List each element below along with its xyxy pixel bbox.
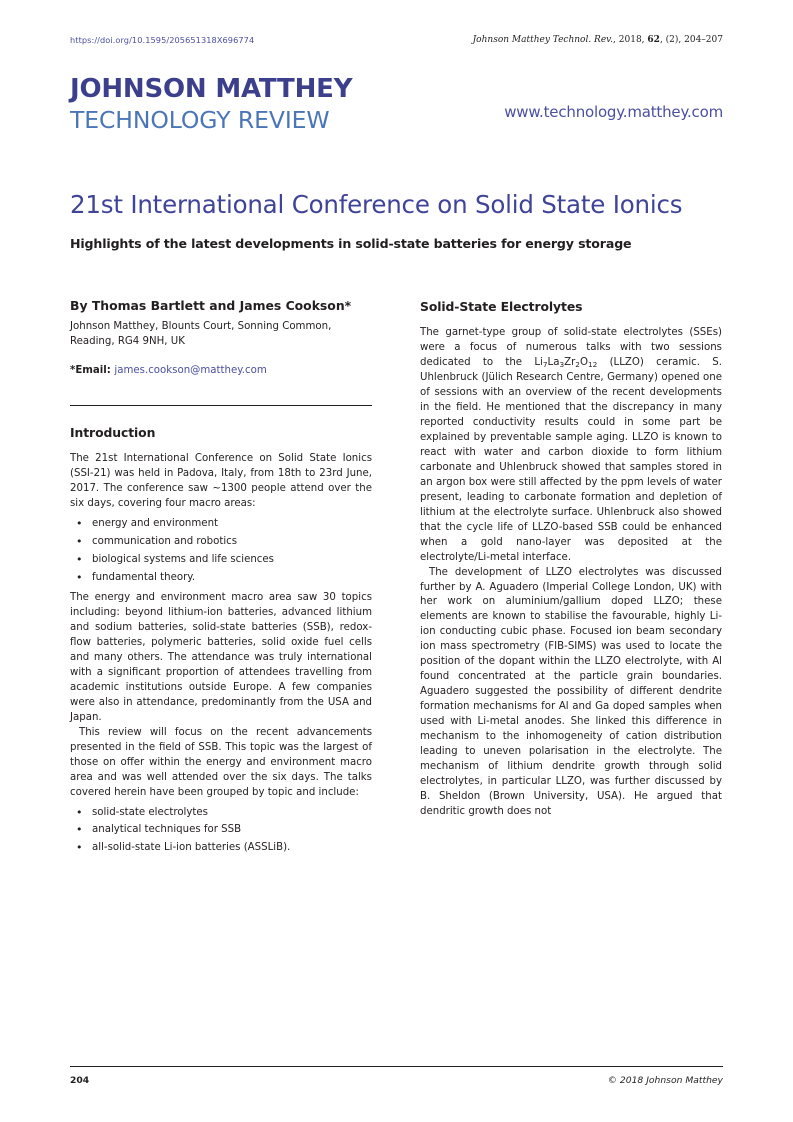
subscript: 12 bbox=[587, 359, 598, 369]
masthead bbox=[70, 75, 723, 133]
left-column bbox=[70, 298, 372, 862]
journal-reference bbox=[473, 35, 723, 45]
paragraph: The 21st International Conference on Solid State Ionics (SSI-21) was held in Padova, Italy, from 18th to 23rd June, 2017. The conference saw ~1300 people attend over the six days, covering four macro areas: bbox=[70, 452, 372, 509]
list-item: • biological systems and life sciences bbox=[70, 553, 372, 568]
doi-link[interactable]: https://doi.org/10.1595/205651318X696774 bbox=[70, 35, 255, 45]
subscript: 3 bbox=[559, 359, 565, 369]
list-item: • analytical techniques for SSB bbox=[70, 823, 372, 838]
journal-year: , 2018, bbox=[613, 35, 648, 45]
logo-line-primary: JOHNSON MATTHEY bbox=[70, 74, 353, 104]
email-address[interactable]: james.cookson@matthey.com bbox=[114, 364, 267, 376]
macro-areas-list bbox=[70, 517, 372, 586]
article-subtitle: Highlights of the latest developments in solid-state batteries for energy storage bbox=[70, 235, 632, 251]
journal-volume: 62 bbox=[647, 35, 660, 45]
page-number: 204 bbox=[70, 1075, 90, 1086]
author-affiliation: Johnson Matthey, Blounts Court, Sonning Common, Reading, RG4 9NH, UK bbox=[70, 320, 332, 347]
section-heading-introduction: Introduction bbox=[70, 424, 156, 440]
subscript: 7 bbox=[542, 359, 548, 369]
subscript: 2 bbox=[575, 359, 580, 369]
section-heading-solid-state-electrolytes: Solid-State Electrolytes bbox=[420, 298, 583, 314]
journal-logo bbox=[70, 75, 352, 133]
paragraph: The energy and environment macro area saw 30 topics including: beyond lithium-ion batteries, advanced lithium and sodium batteries, solid-state batteries (SSB), redox-flow batteries, polymeric batteries, solid oxide fuel cells and many others. The attendance was truly international with a significant proportion of attendees travelling from academic institutions outside Europe. A few companies were also in attendance, predominantly from the USA and Japan. bbox=[70, 591, 372, 723]
website-link[interactable]: www.technology.matthey.com bbox=[504, 103, 723, 121]
author-byline: By Thomas Bartlett and James Cookson* bbox=[70, 297, 352, 313]
email-label: *Email: bbox=[70, 364, 115, 376]
article-body bbox=[70, 298, 723, 862]
text-run: (LLZO) ceramic. S. Uhlenbruck (Jülich Research Centre, Germany) opened one of sessions with an overview of the recent developments in the field. He mentioned that the discrepancy in many reported conductivity results could in some part be explained by preventable sample aging. LLZO is known to react with water and carbon dioxide to form lithium carbonate and Uhlenbruck showed that samples stored in an argon box were still affected by the ppm levels of water present, leading to carbonate formation and depletion of lithium at the electrolyte surface. Uhlenbruck also showed that the cycle life of LLZO-based SSB could be enhanced when a gold nano-layer was deposited at the electrolyte/Li-metal interface. bbox=[420, 356, 722, 563]
journal-issue-pages: , (2), 204–207 bbox=[659, 35, 723, 45]
title-block bbox=[70, 189, 723, 251]
list-item: • energy and environment bbox=[70, 517, 372, 532]
page-header bbox=[70, 30, 723, 45]
paragraph: The development of LLZO electrolytes was discussed further by A. Aguadero (Imperial College London, UK) with her work on aluminium/gallium doped LLZO; these elements are known to stabilise the favourable, highly Li-ion conducting cubic phase. Focused ion beam secondary ion mass spectrometry (FIB-SIMS) was used to locate the position of the dopant within the LLZO electrolyte, with Al found concentrated at the particle grain boundaries. Aguadero suggested the possibility of different dendrite formation mechanisms for Al and Ga doped samples when used with Li-metal anodes. She linked this difference in mechanism to the inhomogeneity of cation distribution leading to uneven polarisation in the electrolyte. The mechanism of lithium dendrite growth through solid electrolytes, in particular LLZO, was further discussed by B. Sheldon (Brown University, USA). He argued that dendritic growth does not bbox=[420, 566, 722, 818]
text-run: La bbox=[547, 356, 560, 368]
section-divider bbox=[70, 405, 372, 406]
text-run: Zr bbox=[564, 356, 576, 368]
topics-list bbox=[70, 806, 372, 857]
copyright-notice: © 2018 Johnson Matthey bbox=[607, 1075, 723, 1086]
journal-name: Johnson Matthey Technol. Rev. bbox=[472, 35, 614, 45]
page-footer bbox=[70, 1066, 723, 1086]
author-email bbox=[70, 364, 372, 379]
paragraph bbox=[420, 326, 722, 566]
text-run: O bbox=[579, 356, 588, 368]
page-title: 21st International Conference on Solid State Ionics bbox=[70, 190, 683, 220]
text-run: The garnet-type group of solid-state electrolytes (SSEs) were a focus of numerous talks with two sessions dedicated to the Li bbox=[420, 326, 722, 368]
list-item: • solid-state electrolytes bbox=[70, 806, 372, 821]
list-item: • all-solid-state Li-ion batteries (ASSLiB). bbox=[70, 841, 372, 856]
list-item: • fundamental theory. bbox=[70, 571, 372, 586]
footer-divider bbox=[70, 1066, 723, 1067]
list-item: • communication and robotics bbox=[70, 535, 372, 550]
right-column bbox=[420, 298, 722, 862]
paragraph: This review will focus on the recent advancements presented in the field of SSB. This topic was the largest of those on offer within the energy and environment macro area and was well attended over the six days. The talks covered herein have been grouped by topic and include: bbox=[70, 726, 372, 798]
logo-line-secondary: TECHNOLOGY REVIEW bbox=[70, 106, 330, 135]
